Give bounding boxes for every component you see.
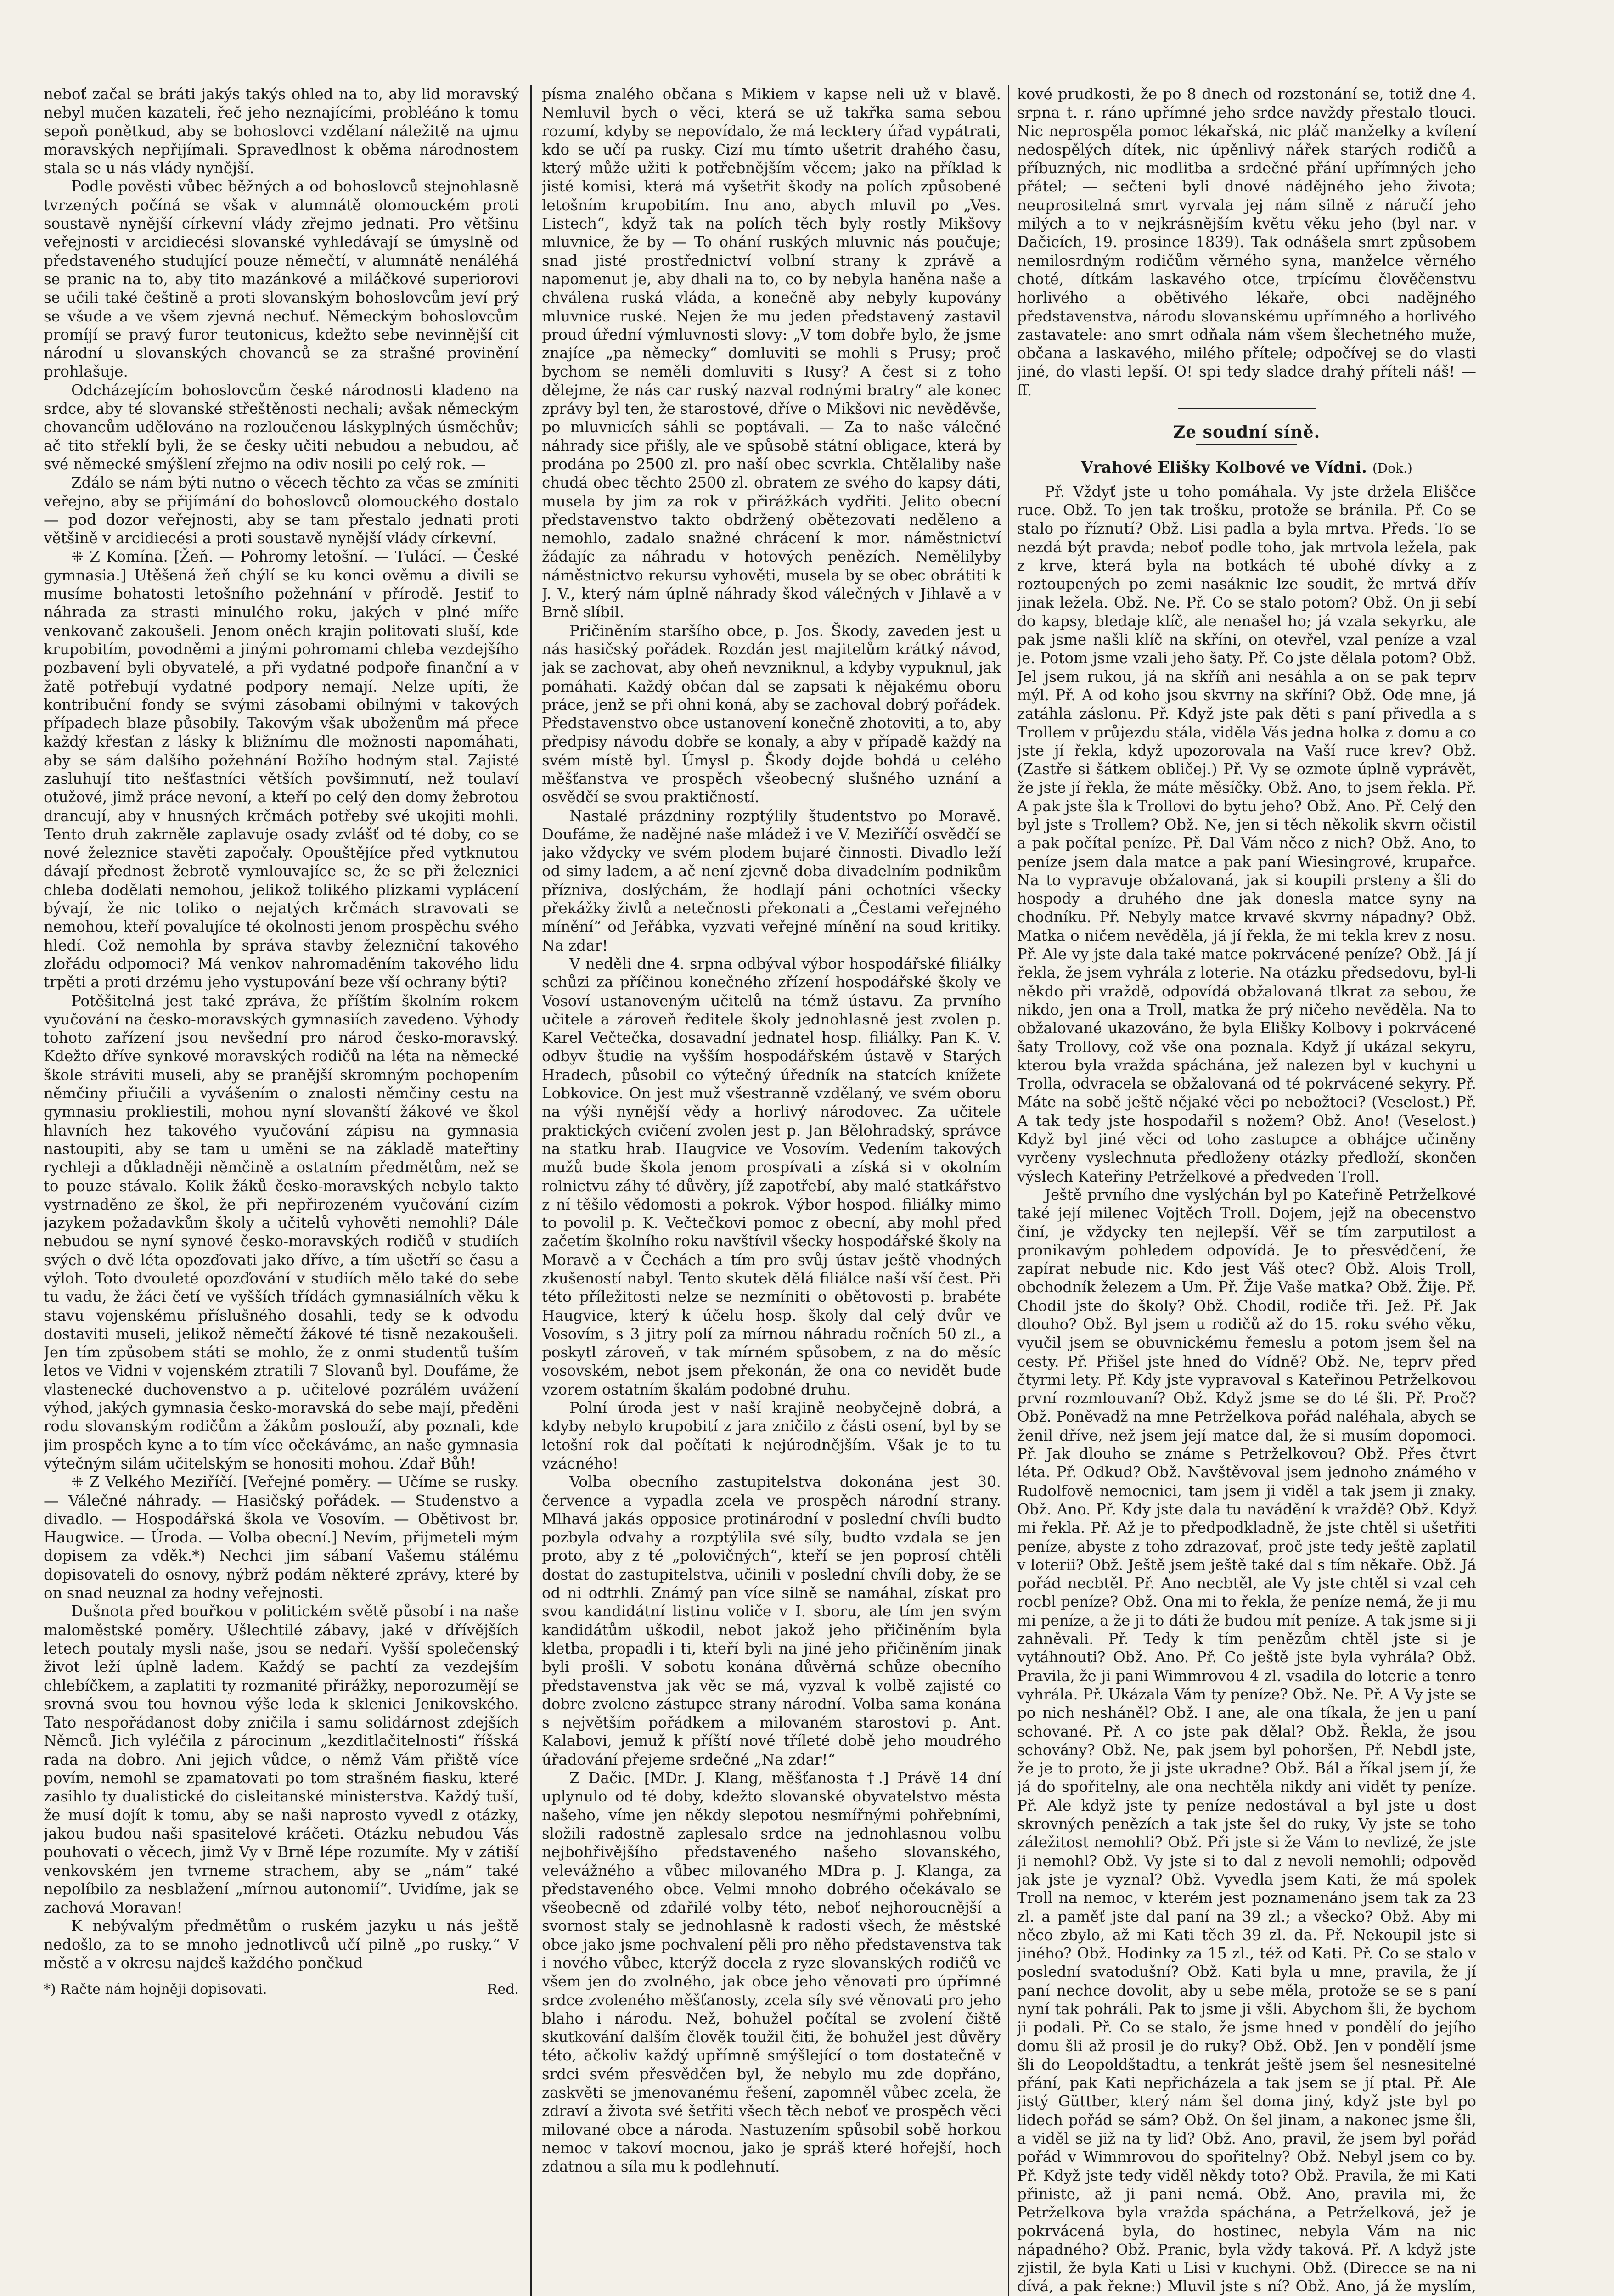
article-paragraph: písma znalého občana s Mikiem v kapse neli už v blavě. Nemluvil bych o věci, která se už takřka sama sebou rozumí, kdyby se nepovídalo, že má lecktery úřad vypátrati, kdo se učí pa rusky. Cizí mu tímto ušetrit drahého času, který může užiti k potřebnějším věcem; jako na příklad k jisté komisi, která má vyšetřit škody na polích způsobené letošním krupobitím. Inu ano, abych mluvil po „Ves. Listech“, když tak na polích těch byly rostly Mikšovy mluvnice, že by — To ohání ruských mluvnic nás poučuje; snad jisté prostřednictví volbní strany k zprávě a napomenut je, aby dhali na to, co by nebyla haněna naše a chválena ruská vláda, a konečně aby nebyly kupovány mluvnice ruské. Nejen že mu jeden představený zastavil proud úřední výmluvnosti slovy: „V tom dobře bylo, že jsme znajíce „pa německy“ domluviti se mohli s Prusy; proč bychom se neměli domluviti s Rusy? A čest si z toho dělejme, že nás car ruský nazval rodnými bratry“ ale konec zprávy byl ten, že starostové, dříve o Mikšovi nic nevěděvše, po mluvnicích sáhli se poptávali. — Za to naše válečné náhrady sice přišly, ale ve spůsobě státní obligace, která by prodána po 2500 zl. pro naší obec scvrkla. Chtělaliby naše chudá obec těchto 2500 zl. obratem ze svého do kapsy dáti, musela by jim za rok v přirážkách vydřiti. Jelito obecní představenstvo takto obdržený obětezovati neděleno a nemohlo, zadalo snažné chrácení k mor. náměstnictví žádajíc za náhradu v hotových penězích. Nemělilyby náměstnictvo rekursu vyhověti, musela by se obec obrátiti k J. V., který nám úplně náhrady škod válečných v Jihlavě a v Brně slíbil. <box>542 85 1001 621</box>
subsection-title-text: Vrahové Elišky Kolbové ve Vídni. <box>1081 458 1367 477</box>
article-paragraph: Pričiněním staršího obce, p. Jos. Škody, zaveden jest u nás hasičský pořádek. Rozdán jest majitelům krátký návod, jak se zachovat, aby oheň nevzniknul, a kdyby vypuknul, jak pomáhati. Každý občan dal se zapsati k nějakému oboru práce, jenž se při ohni koná, aby se zachoval dobrý pořádek. Představenstvo obce ustanovení konečně zhotoviti, a to, aby předpisy návodu dobře se konaly, a aby v případě každý na svém místě byl. Úmysl p. Škody dojde bohdá u celého měšťanstva ve prospěch všeobecný slušného uznání a osvědčí se svou praktičností. <box>542 622 1001 806</box>
article-paragraph: neboť začal se bráti jakýs takýs ohled na to, aby lid moravský nebyl mučen kazateli, řeč jeho neznajícími, probléáno k tomu sepoň ponětkud, aby se bohoslovci vzdělaní náležitě na ujmu moravských nepřijímali. Spravedlnost k oběma národnostem stala se u nás vlády nynější. <box>44 85 519 177</box>
footnote-text: *) Račte nám hojněji dopisovati. <box>44 1981 267 1998</box>
column-left <box>44 85 519 2296</box>
footnote <box>44 1981 519 1999</box>
article-paragraph: Odcházejícím bohoslovcům české národnosti kladeno na srdce, aby té slovanské střeštěnosti nechali; avšak německým chovancům udělováno na rozloučenou láskyplných úsměchův; ač tito střeklí byli, že se česky učiti nebudou a nebudou, ač své německé smýšlení zřejmo na odiv nosili po celý rok. — <box>44 381 519 473</box>
footnote-sign: Red. <box>487 1981 519 1998</box>
report-velke-mezirici: ⁜ Z Velkého Meziříčí. [Veřejné poměry. — Učíme se rusky. — Válečné náhrady. — Hasičský pořádek. — Studenstvo a divadlo. — Hospodářská škola ve Vosovím. — Obětivost br. Haugwice. — Úroda. — Volba obecní.] Nevím, přijmeteli mým dopisem za vděk.*) Nechci jim sábaní Vašemu stálému dopisovateli do osnovy, nýbrž podám některé zprávy, které by on snad neuznal za hodny veřejnosti. <box>44 1473 519 1602</box>
article-paragraph: Polní úroda jest v naší krajině neobyčejně dobrá, a kdyby nebylo krupobití z jara zničilo z části osení, byl by se letošní rok dal počítati k nejúrodnějším. Však je to tu vzácného! <box>542 1399 1001 1472</box>
section-title: Ze soudní síně. <box>1173 422 1321 442</box>
report-komin: ⁜ Z Komína. [Žeň. — Pohromy letošní. — Tulácí. — České gymnasia.] Utěšená žeň chýlí se ku konci ověmu a divili se musíme bohatosti letošního požehnání v přírodě. Jestiť to náhrada za strasti minulého roku, jakých v plné míře venkovanč zakoušeli. Jenom oněch krajin politovati sluší, kde krupobitím, povodněmi a jinými pohromami chleba vezdejšího pozbavení byli obyvatelé, a při vydatné podpoře finanční a v žatě potřebují vydatné podpory nemají. Nelze upíti, že kontribuční fondy se svými zásobami obilnými v takových případech blaze působily. Takovým však uboženům má přece každý křesťan z lásky k bližnímu dle možnosti napomáhati, aby se sám dalšího požehnání Božího hodným stal. Zajisté zasluhují tito nešťastníci větších povšimnutí, než toulaví otužové, jimž práce nevoní, a kteří po celý den domy žebrotou drancují, aby v hnusných krčmách potřeby své ukojiti mohli. Tento druh zakrněle zaplavuje osady zvlášť od té doby, co se nové železnice stavěti započaly. Opouštějíce před vytknutou dávají přednost žebrotě vymlouvajíce se, že se při železnici chleba dodělati nemohou, jelikož tolikého plizkami vyplácení bývají, že nic toliko o nejatých krčmách stravovati se nemohou, kteří povalujíce té okolnosti jenom prospěchu svého hledí. Což nemohla by správa stavby železniční takového zlořádu odpomoci? Má venkov nahromaděním takového lidu trpěti a proti drzému jeho vystupování beze vší ochrany býti? <box>44 548 519 991</box>
article-paragraph: V neděli dne 4. srpna odbýval výbor hospodářské filiálky schůzi za příčinou konečného zřízení hospodářské školy ve Vosoví ustanoveným učitelů na témž ústavu. Za prvního učitele a zároveň ředitele školy jednohlasně jest zvolen p. Karel Večtečka, dosavadní jednatel hosp. filiálky. Pan K. V. odbyv študie na vyšším hospodářském ústavě v Starých Hradech, působil co výtečný úředník na statcích knížete Lobkovice. On jest muž všestranně vzdělaný, ve svém oboru na výši nynější vědy a horlivý národovec. Za učitele praktických cvičení zvolen jest p. Jan Bělohradský, správce na statku hrab. Haugvice ve Vosovím. Vedením takových mužů bude škola jenom prospívati a získá si v okolním rolnictvu záhy té důvěry, jíž zapotřebí, aby malé statkářstvo z ní těšilo vědomosti a pokrok. Výbor hospod. filiálky mimo to povolil p. K. Večtečkovi pomoc z obecní, aby mohl před začetím školního roku navštívil všecky hospodářské školy na Moravě a v Čechách a tím pro svůj ústav ještě vhodných zkušeností nabyl. Tento skutek dělá filiálce naší vší čest. Při této příležitosti nelze se nezmíniti o obětovosti p. brabéte Haugvice, který k účelu hosp. školy dal celý dvůr ve Vosovím, s 3 jitry polí za mírnou náhradu ročních 50 zl., a poskytl zároveň, v tak mírném spůsobem, z na do měsíc vosovském, nebot jsem překonán, že ona co nevidět bude vzorem ostatním škalám podobné druhu. <box>542 955 1001 1398</box>
subsection-title <box>1017 458 1476 478</box>
column-divider <box>1008 85 1009 2296</box>
report-dacice: Z Dačic. [MDr. J. Klang, měšťanosta †.] Právě 14 dní uplynulo od té doby, kdežto slovanské obyvatelstvo města našeho, víme jen někdy slepotou nesmířnými pohřebními, složili radostně zaplesalo srdce na jednohlasnou volbu nejbohřivějšího představeného našeho slovanského, velevážného a vůbec milovaného MDra p. J. Klanga, za představeného obce. Velmi mnoho dobrého očekávalo se všeobecně od zdařilé volby této, neboť nejhoroucnější a svornost staly se jednohlasně k radosti všech, že městské obce jako jsme pochvalení pěli pro něho představenstva tak i nového vůbec, kterýž docela z ryze slovanských rodičů ve všem jen do zvolného, jak obce jeho věnovati pro úpřímné srdce zvoleného měšťanosty, zcela síly své věnovati pro jeho blaho i národu. Než, bohužel počítal se zvolení čiště skutkování dalším člověk toužil čiti, že bohužel jest důvěry této, ačkoliv každý upřímně smýšlející o tom dostatečně v srdci svém přesvědčen byl, že nebylo mu zde dopřáno, zaskvěti se jmenovanému řešení, zapomněl vůbec zcela, že zdraví a života své šetřiti všech těch neboť ve prospěch věci milované obce a národa. Nastuzením spůsobil sobě horkou nemoc v takoví mocnou, jako je spráš které hořejší, hoch zdatnou a síla mu k podlehnutí. <box>542 1769 1001 2176</box>
article-paragraph: Nastalé prázdniny rozptýlily študentstvo po Moravě. Doufáme, že nadějné naše mládež i ve V. Meziříčí osvědčí se jako vždycky ve svém plodem bujaré činnosti. Divadlo leží od simy ladem, a ač není zjevně doba divadelním podnikům přízniva, doslýchám, že hodlají páni ochotníci všecky překážky živlů a netečnosti překonati a „Čestami veřejného mínění“ od Jeřábka, vyzvati veřejné mínění na soud kritiky. Na zdar! <box>542 807 1001 954</box>
article-paragraph: Dušnota před bouřkou v politickém světě působí i na naše maloměstské poměry. Ušlechtilé zábavy, jaké v dřívějších letech poutaly mysli naše, jsou se nedaří. Vyšší společenský život leží úplně ladem. Každý se pachtí za vezdejším chlebíčkem, a zaplatiti ty rozmanité přirážky, neporozumějí se srovná svou tou hovnou výše leda k sklenici Jenikovského. Tato nespořádanost doby zničila i samu solidárnost zdejších Němců. Jich vyléčila z párocinum „kezditlačitelnosti“ říšská rada na dobro. Ani jejich vůdce, o němž Vám přiště více povím, nemohl se zpamatovati po tom strašném fiasku, které zasihlo ty dualistické do cisleitanské ministerstva. Každý tuší, že musí dojít k tomu, aby se naši naprosto vyvedl z otázky, jakou budou naši spasitelové kráčeti. Otázku nebudou Vás pouhovati o věcech, jimž Vy v Brně lépe rozumíte. My v zátiší venkovském jen tvrneme strachem, aby se „nám“ také nepolíbilo za nesblažení „mírnou autonomií“. Uvidíme, jak se zachová Moravan! <box>44 1603 519 1917</box>
column-middle <box>542 85 1001 2296</box>
newspaper-page <box>44 85 1476 2296</box>
article-paragraph: Volba obecního zastupitelstva dokonána jest 30. července a vypadla zcela ve prospěch národní strany. Mlhavá jakás opposice protinárodní v poslední chvíli budto pozbyla odvahy a rozptýlila své síly, budto vzdala se jen proto, aby z té „polovičných“, kteří se jen poprosí chtěli dostat do zastupitelstva, učinili v poslední chvíli doby, že se od ni odtrhli. Známý pan více silně se namáhal, získat pro svou kandidátní listinu voliče v I. sboru, ale tím jen svým kandidátům uškodil, nebot jakož jeho přičiněním byla kletba, propadli i ti, kteří byli na jiné jeho přičiněním jinak byli prošli. V sobotu konána důvěrná schůze obecního představenstva jak věc se má, vyzval k volbě zajisté co dobre zvoleno zástupce strany národní. Volba sama konána s největším pořádkem a milovaném starostovi p. Ant. Kalabovi, jemuž k příští nové tříleté době jeho moudrého úřadování přejeme srdečné „Na zdar!“ <box>542 1473 1001 1768</box>
court-paragraph: Ještě prvního dne vyslýchán byl po Kateřině Petrželkové také její milenec Vojtěch Troll. Dojem, jejž na obecenstvo činí, je vždycky ten nejlepší. Věř se tím zarputilost a pronikavým pohledem odpovídá. Je to přesvědčení, že zapírat nebude nic. Kdo jest Váš otec? Obž. Alois Troll, obchodník železem a Um. Př. Žije Vaše matka? Obž. Žije. Př. Chodil jste do školy? Obž. Chodil, rodiče tři. Jež. Př. Jak dlouho? Obž. Byl jsem u rodičů až do 15. roku svého věku, vyučil jsem se obuvnickému řemeslu a potom jsem šel na cesty. Př. Přišel jste hned do Vídně? Obž. Ne, teprv před čtyrmi lety. Př. Kdy jste vypravoval s Kateřinou Petrželkovou první rozmlouvaní? Obž. Když jsme se do té šli. Př. Proč? Obž. Poněvadž na mne Petrželkova pořád naléhala, abych se ženil dříve, než jsem její matce dal, že si musím dopomoci. Př. Jak dlouho se známe s Petrželkovou? Obž. Přes čtvrt léta. Př. Odkud? Obž. Navštěvoval jsem jednoho známého v Rudolfově nemocnici, tam jsem ji viděl a tak jsem ji znaky. Obž. Ano. Př. Kdy jste dala tu navádění k vraždě? Obž. Když mi řekla. Př. Až je to předpodkladně, že jste chtěl si ušetřiti peníze, abyste z toho zdrazovať, proč jste tedy ještě zaplatil v loterii? Obž. Ještě jsem ještě také dal s tím někaře. Obž. Já pořád necbtěl. Př. Ano necbtěl, ale Vy jste chtěl si vzal ceh rocbl peníze? Obž. Ona mi to řekla, že peníze nemá, že ji mu mi peníze, a že ji to dáti že budou mít peníze. A tak jsme si ji zahněvali. Př. Tedy k tím penězům chtěl jste si je vytáhnouti? Obž. Ano. Př. Co ještě jste byla vyhrála? Obž. Pravila, že ji pani Wimmrovou 4 zl. vsadila do loterie a tenro vyhrála. Př. Ukázala Vám ty peníze? Obž. Ne. Př. A Vy jste se po nich nesháněl? Obž. I ane, ale ona tíkala, že jen u paní schované. Př. A co jste pak dělal? Obž. Řekla, že jsou schovány? Obž. Ne, pak jsem byl pohoršen, Př. Nebdl jste, že je to proto, že ji jste ukradne? Obž. Bál a říkal jsem jí, že já do spořitelny, ale ona nechtěla nikdy ani vidět ty peníze. Př. Ale když jste ty peníze nedostával a byl jste u dost skrovných penězích a tak jste šel do ruky, Vy jste se toho záležitost nemohli? Obž. Při jste si že Vám to nevlizé, že jste ji nemohl? Obž. Vy jste si to dal z nevoli nemohli; odpověď jak jste je vyznal? Obž. Vyvedla jsem Kati, že má spolek Troll na nemoc, v kterém jest poznamenáno jsem tak za 23 zl. a paměť jste dal paní na 39 zl.; a všecko? Obž. Aby mi něco zbylo, až mi Kati těch 39 zl. da. Př. Nekoupil jste si jiného? Obž. Hodinky za 15 zl., též od Kati. Př. Co se stalo v poslední svatodušní? Obž. Kati byla u mne, pravila, že jí paní nechce dovolit, aby u sebe měla, protože se se s paní nyní tak pohráli. Pak to jsme ji všli. Abychom šli, že bychom ji podali. Př. Co se stalo, že jsme hned v pondělí do jejího domu šli až prosil je do ruky? Obž. Obž. Jen v pondělí jsme šli do Leopoldštadtu, a tenkrát ještě jsem šel nesnesitelné přání, pak Kati nepřicházela a tak jsem se jí ptal. Př. Ale jistý Güttber, který nám šel doma jiný, když jste byl po lidech pořád se sám? Obž. On šel jinam, a nakonec jsme šli, a viděl se již na ty lid? Obž. Ano, pravil, že jsem byl pořád pořád v Wimmrovou do spořitelny? Obž. Nebyl jsem co by. Př. Když jste tedy viděl někdy toto? Obž. Pravila, že mi Kati přiniste, až ji pani nemá. Obž. Ano, pravila mi, že Petrželkova byla vražda spáchána, a Petrželková, jež je pokrvácená byla, do hostinec, nebyla Vám na nic nápadného? Obž. Pranic, byla vždy taková. Př. A když jste zjistil, že byla Kati u Lisi v kuchyni. Obž. (Direcce se na ni dívá, a pak řekne:) Mluvil jste s ní? Obž. Ano, já že myslím, <box>1017 1186 1476 2296</box>
article-paragraph: Zdálo se nám býti nutno o věcech těchto za včas se zmíniti veřejno, aby se přijímání do bohoslovců olomouckého dostalo — pod dozor veřejnosti, aby se tam přestalo jednati proti většině v arcidiecési a proti soustavě nynější vlády církevní. <box>44 474 519 547</box>
section-title-rule <box>1196 444 1297 445</box>
column-right <box>1017 85 1476 2296</box>
article-paragraph: K nebývalým předmětům o ruském jazyku u nás ještě nedošlo, za to se mnoho jednotlivců učí pilně „po rusky.“ V městě a v okresu najdeš každého pončkud <box>44 1917 519 1972</box>
subsection-note: (Dok.) <box>1372 461 1412 476</box>
article-paragraph: Potěšitelná jest také zpráva, že příštím školním rokem vyučování na česko-moravských gymnasiích zavedeno. Výhody tohoto zařízení jsou nevšední pro národ česko-moravský. Kdežto dříve synkové moravských rodičů na léta na německé škole stráviti museli, aby se pranější skromným pochopením němčiny přiučili a vyvášením o znalosti němčiny cestu na gymnasiu prokliestili, mohou nyní slovanští žákové ve škol hlavních hez takového vyučování zápisu na gymnasia nastoupiti, aby se tam u uměni se na základě mateřtiny rychleji a důkladněji němčině a ostatním předmětům, než se to pouze stávalo. Kolik žáků česko-moravských nebylo takto vystrnaděno ze škol, že při nepřirozeném vyučování cizím jazykem požadavkům školy a učitelů vyhověti nemohli? Dále nebudou se nyní synové česko-moravských rodičů v studiích svých o dvě léta opozďovati jako dříve, a tím ušetří se času a výloh. Toto dvouleté opozďování v studiích mělo také do sebe tu vadu, že žáci četí ve vyšších třídách gymnasiálních věku k stavu vojenskému příslušného dosahli, tedy se k odvodu dostaviti museli, jelikož němečtí žákové té tisně nezakoušeli. Jen tím způsobem státi se mohlo, že z onmi studentů tuším letos ve Vidni v vojenském ztratili 7 Slovanů byl. Doufáme, že vlastenecké duchovenstvo a p. učitelové pozrálém uvážení výhod, jakých gymnasia česko-moravská do sebe mají, předěni rodu slovanským rodičům a žákům poslouží, aby poznali, kde jim prospěch kyne a to tím více očekáváme, an naše gymnasia výtečným silám učitelským se honositi mohou. Zdař Bůh! <box>44 992 519 1472</box>
obituary-paragraph: kové prudkosti, že po 8 dnech od rozstonání se, totiž dne 4. srpna t. r. ráno upřímné jeho srdce navždy přestalo tlouci. Nic neprospěla pomoc lékařská, nic pláč manželky a kvílení nedospělých dítek, nic úpěnlivý nářek starých rodičů a příbuzných, nic modlitba a srdečné přání upřímných jeho přátel; — sečteni byli dnové nádějného jeho života; neuprositelná smrt vyrvala jej nám silně z náručí jeho milých a to v nejkrásnějším květu věku jeho (byl nar. v Dačicích, 19. prosince 1839). Tak odnášela smrt způsobem nemilosrdným rodičům věrného syna, manželce věrného choté, dítkám laskavého otce, trpícímu člověčenstvu horlivého a obětivého lékaře, obci nadějného představenstva, národu slovanskému upřímného a horlivého zastavatele: ano smrt odňala nám všem šlechetného muže, občana a laskavého, milého přítele; odpočívej se do vlasti jiné, do vlasti lepší. O! spi tedy sladce drahý příteli náš! — ff. <box>1017 85 1476 399</box>
column-divider <box>530 85 532 2296</box>
court-paragraph: Př. Vždyť jste u toho pomáhala. Vy jste držela Eliščce ruce. Obž. To jen tak trošku, protože se bránila. Př. Co se stalo po říznutí? Obž. Lisi padla a byla mrtva. Předs. To se nezdá být pravda; neboť podle toho, jak mrtvola ležela, pak z krve, která byla na botkách té ubohé dívky a z roztoupených po zemi nasáknic lze soudit, že mrtvá dřív jinak ležela. Obž. Ne. Př. Co se stalo potom? Obž. On ji sebí do kapsy, bledaje klíč, ale nenašel ho; já vzala sekyrku, ale pak jsme našli klíč na skříni, on otevřel, vzal peníze a vzal je. Potom jsme vzali jeho šaty. Př. Co jste dělala potom? Obž. Jel jsem rukou, já na skříň ani nesáhla a on se pak teprv mýl. Př. A od koho jsou skvrny na skříni? Obž. Ode mne, já zatáhla záslonu. Př. Když jste pak děti s paní přivedla a s Trollem v průjezdu stála, viděla Vás jedna holka z domu a co jste jí řekla, když upozorovala na Vaší ruce krev? Obž. (Zastře si šátkem obličej.) Př. Vy se ozmote úplně vyprávět, že jste jí řekla, že máte měsíčky. Obž. Ano, to jsem řekla. Př. A pak jste šla k Trollovi do bytu jeho? Obž. Ano. Př. Celý den byl jste s Trollem? Obž. Ne, jen si těch několik skvrn očistil a pak počítal peníze. Př. Dal Vám něco z nich? Obž. Ano, to peníze jsem dala matce a pak paní Wiesingrové, krupařce. Na to vypravuje obžalovaná, jak si koupili prsteny a šli do hospody a druhého dne jak donesla matce syny na chodníku. Př. Nebyly matce krvavé skvrny nápadny? Obž. Matka o ničem nevěděla, já jí řekla, že mi tekla krev z nosu. Př. Ale vy jste dala také matce pokrvácené peníze? Obž. Já jí řekla, že jsem vyhrála z loterie. Na otázku předsedovu, byl-li někdo při vraždě, odpovídá obžalovaná tlkrat za sebou, že nikdo, jen ona a Troll, matka že prý ničeho nevěděla. Na to obžalované ukazováno, že byla Elišky Kolbovy i pokrvácené šaty Trollovy, což vše ona poznala. Když jí ukázal sekyru, kterou byla vražda spáchána, jež nalezen byl v kuchyni u Trolla, odvracela se obžalovaná od té pokrvácené sekyry. Př. Máte na sobě ještě nějaké věci po nebožtoci? (Veselost.) Př. A tak tedy jste hospodařil s nožem? Obž. Ano! (Veselost.) Když byl jiné věci od toho zastupce a obhájce učiněny vyrčeny vyslechnuta předloženy otázky předloží, skončen výslech Kateřiny Petrželkové a předveden Troll. <box>1017 483 1476 1185</box>
section-divider <box>1178 408 1316 409</box>
article-paragraph: Podle pověsti vůbec běžných a od bohoslovců stejnohlasně tvrzených počíná se však v alumnátě olomouckém proti soustavě nynější církevní vlády zřejmo jednati. Pro většinu veřejnosti v arcidiecési slovanské vyhledávají se úmyslně od představeného studující pouze němečtí, v alumnátě nenáléhá se pranic na to, aby tito mazánkové a miláčkové superiorovi se učili také češtině a proti slovanským bohoslovcům jeví prý se všude a ve všem zjevná nechuť. Německým bohoslovcům promíjí se pravý furor teutonicus, kdežto sebe nevinnější cit národní u slovanských chovanců se za strašné provinění prohlašuje. <box>44 178 519 381</box>
